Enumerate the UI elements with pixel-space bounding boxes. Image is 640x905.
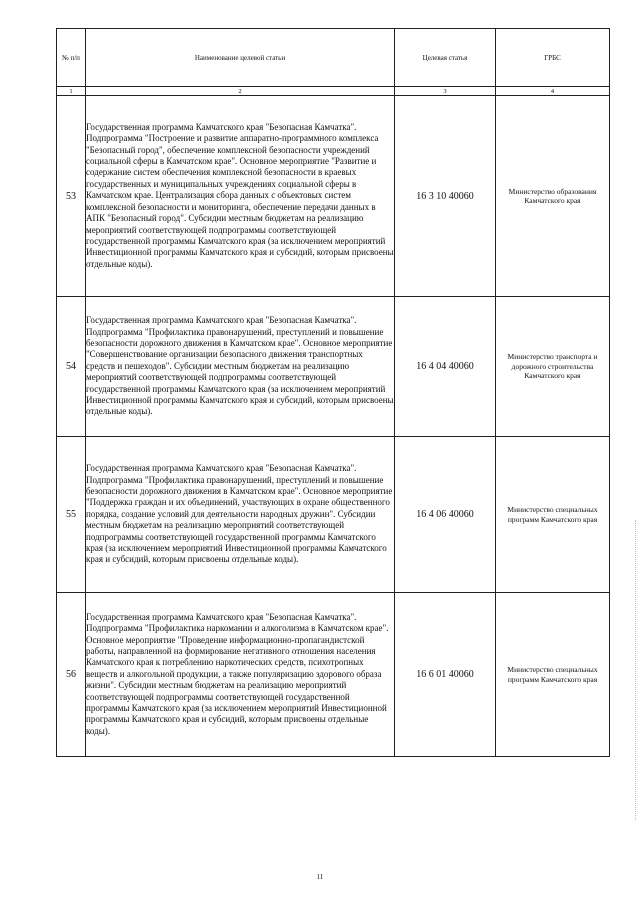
column-number: 4 bbox=[496, 87, 610, 96]
row-grbs: Министерство образования Камчатского края bbox=[496, 96, 610, 297]
table-row bbox=[57, 437, 610, 593]
header-num: № п/п bbox=[57, 29, 86, 87]
column-number: 1 bbox=[57, 87, 86, 96]
column-number: 3 bbox=[395, 87, 496, 96]
row-name: Государственная программа Камчатского края "Безопасная Камчатка". Подпрограмма "Построение и развитие аппаратно-программного комплекса "Безопасный город", обеспечение комплексной безопасности учреждений социальной сферы в Камчатском крае". Основное мероприятие "Развитие и содержание систем обеспечения комплексной безопасности в краевых государственных и муниципальных учреждениях социальной сферы в Камчатском крае. Централизация сбора данных с объектовых систем комплексной безопасности и мониторинга, обеспечение передачи данных в АПК "Безопасный город". Субсидии местным бюджетам на реализацию мероприятий соответствующей подпрограммы соответствующей государственной программы Камчатского края (за исключением мероприятий Инвестиционной программы Камчатского края и субсидий, которым присвоены отдельные коды). bbox=[86, 96, 395, 297]
row-code: 16 4 06 40060 bbox=[395, 437, 496, 593]
row-name: Государственная программа Камчатского края "Безопасная Камчатка". Подпрограмма "Профилактика правонарушений, преступлений и повышение безопасности дорожного движения в Камчатском крае". Основное мероприятие "Совершенствование организации безопасного движения транспортных средств и пешеходов". Субсидии местным бюджетам на реализацию мероприятий соответствующей подпрограммы соответствующей государственной программы Камчатского края (за исключением мероприятий Инвестиционной программы Камчатского края и субсидий, которым присвоены отдельные коды). bbox=[86, 297, 395, 437]
row-name: Государственная программа Камчатского края "Безопасная Камчатка". Подпрограмма "Профилактика наркомании и алкоголизма в Камчатском крае". Основное мероприятие "Проведение информационно-пропагандистской работы, направленной на формирование негативного отношения населения Камчатского края к потреблению наркотических средств, психотропных веществ и алкогольной продукции, а также популяризацию здорового образа жизни". Субсидии местным бюджетам на реализацию мероприятий соответствующей подпрограммы соответствующей государственной программы Камчатского края (за исключением мероприятий Инвестиционной программы Камчатского края и субсидий, которым присвоены отдельные коды). bbox=[86, 593, 395, 757]
column-number-row bbox=[57, 87, 610, 96]
table-row bbox=[57, 96, 610, 297]
row-number: 55 bbox=[57, 437, 86, 593]
header-name: Наименование целевой статьи bbox=[86, 29, 395, 87]
header-grbs: ГРБС bbox=[496, 29, 610, 87]
table-header-row bbox=[57, 29, 610, 87]
row-code: 16 4 04 40060 bbox=[395, 297, 496, 437]
row-number: 54 bbox=[57, 297, 86, 437]
header-code: Целевая статья bbox=[395, 29, 496, 87]
row-code: 16 6 01 40060 bbox=[395, 593, 496, 757]
table-row bbox=[57, 297, 610, 437]
row-number: 53 bbox=[57, 96, 86, 297]
row-number: 56 bbox=[57, 593, 86, 757]
row-grbs: Министерство специальных программ Камчатского края bbox=[496, 593, 610, 757]
table-row bbox=[57, 593, 610, 757]
row-grbs: Министерство транспорта и дорожного строительства Камчатского края bbox=[496, 297, 610, 437]
row-name: Государственная программа Камчатского края "Безопасная Камчатка". Подпрограмма "Профилактика правонарушений, преступлений и повышение безопасности дорожного движения в Камчатском крае". Основное мероприятие "Поддержка граждан и их объединений, участвующих в охране общественного порядка, создание условий для деятельности народных дружин". Субсидии местным бюджетам на реализацию мероприятий соответствующей подпрограммы соответствующей государственной программы Камчатского края (за исключением мероприятий Инвестиционной программы Камчатского края и субсидий, которым присвоены отдельные коды). bbox=[86, 437, 395, 593]
row-code: 16 3 10 40060 bbox=[395, 96, 496, 297]
page-number: 11 bbox=[316, 873, 324, 881]
target-items-table bbox=[56, 28, 610, 757]
row-grbs: Министерство специальных программ Камчатского края bbox=[496, 437, 610, 593]
scan-edge-artifact bbox=[634, 520, 636, 820]
column-number: 2 bbox=[86, 87, 395, 96]
